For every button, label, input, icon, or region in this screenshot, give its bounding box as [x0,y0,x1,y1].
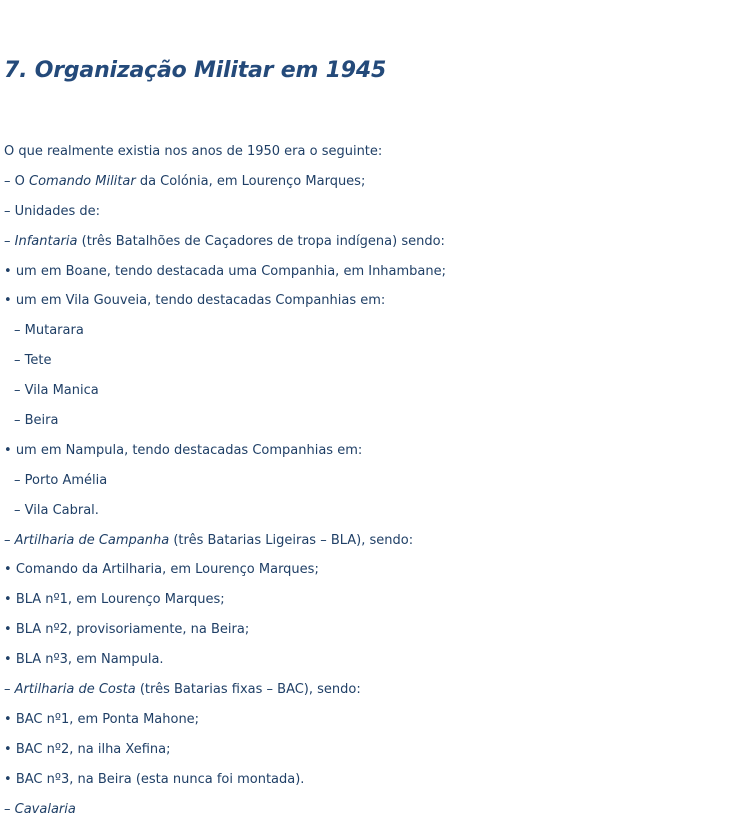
list-item-unidades [4,202,724,232]
line-prefix: – [4,233,15,249]
list-item-bac2 [4,740,724,770]
page-title: 7. Organização Militar em 1945 [4,58,387,83]
article-body [4,142,724,829]
line-text: (três Batarias Ligeiras – BLA), sendo: [169,532,414,548]
bullet-icon: • [4,622,16,638]
bullet-icon: • [4,741,16,757]
line-text: BLA nº2, provisoriamente, na Beira; [15,622,250,638]
line-text: (três Batalhões de Caçadores de tropa indígena) sendo: [77,233,445,249]
line-prefix: – [4,801,15,817]
list-item-bac3 [4,770,724,800]
list-item-comando-militar [4,172,724,202]
line-text: Vila Cabral. [24,502,99,518]
bullet-icon: • [4,562,16,578]
line-text: um em Vila Gouveia, tendo destacadas Companhias em: [15,293,386,309]
bullet-icon: • [4,442,16,458]
bullet-icon: • [4,711,16,727]
bullet-icon: • [4,771,16,787]
list-item-intro [4,142,724,172]
line-prefix: – O [4,173,29,189]
line-prefix: – [4,682,15,698]
line-text: Vila Manica [24,383,99,399]
line-text: BLA nº3, em Nampula. [15,652,164,668]
line-text: BAC nº2, na ilha Xefina; [15,741,171,757]
list-item-artilharia-costa [4,680,724,710]
list-item-porto-amelia [4,471,724,501]
dash-icon: – [14,472,25,488]
dash-icon: – [14,383,25,399]
line-text: um em Nampula, tendo destacadas Companhias em: [15,442,363,458]
list-item-beira [4,411,724,441]
line-prefix: – Unidades de: [4,203,101,219]
line-italic: Artilharia de Costa [14,682,136,698]
list-item-bla1 [4,590,724,620]
line-italic: Cavalaria [14,801,76,817]
list-item-nampula [4,441,724,471]
list-item-artilharia-campanha [4,531,724,561]
line-text: (três Batarias fixas – BAC), sendo: [135,682,361,698]
line-text: BLA nº1, em Lourenço Marques; [15,592,225,608]
dash-icon: – [14,413,25,429]
bullet-icon: • [4,652,16,668]
list-item-tete [4,351,724,381]
list-item-cavalaria [4,800,724,829]
list-item-infantaria [4,232,724,262]
dash-icon: – [14,502,25,518]
list-item-bla3 [4,650,724,680]
line-italic: Infantaria [14,233,78,249]
list-item-bac1 [4,710,724,740]
line-text: O que realmente existia nos anos de 1950 era o seguinte: [4,144,383,159]
list-item-vila-manica [4,381,724,411]
line-text: BAC nº1, em Ponta Mahone; [15,711,200,727]
line-text: da Colónia, em Lourenço Marques; [135,173,366,189]
list-item-bla2 [4,620,724,650]
list-item-vila-gouveia [4,291,724,321]
line-italic: Comando Militar [29,173,136,189]
line-text: Beira [24,413,59,429]
list-item-mutarara [4,321,724,351]
line-text: Tete [24,353,52,369]
bullet-icon: • [4,263,16,279]
line-prefix: – [4,532,15,548]
dash-icon: – [14,323,25,339]
list-item-comando-artilharia [4,560,724,590]
line-text: Mutarara [24,323,84,339]
line-italic: Artilharia de Campanha [14,532,170,548]
bullet-icon: • [4,293,16,309]
line-text: um em Boane, tendo destacada uma Companhia, em Inhambane; [15,263,447,279]
line-text: Comando da Artilharia, em Lourenço Marques; [15,562,319,578]
list-item-vila-cabral [4,501,724,531]
dash-icon: – [14,353,25,369]
list-item-boane [4,262,724,292]
bullet-icon: • [4,592,16,608]
line-text: Porto Amélia [24,472,108,488]
line-text: BAC nº3, na Beira (esta nunca foi montada). [15,771,305,787]
